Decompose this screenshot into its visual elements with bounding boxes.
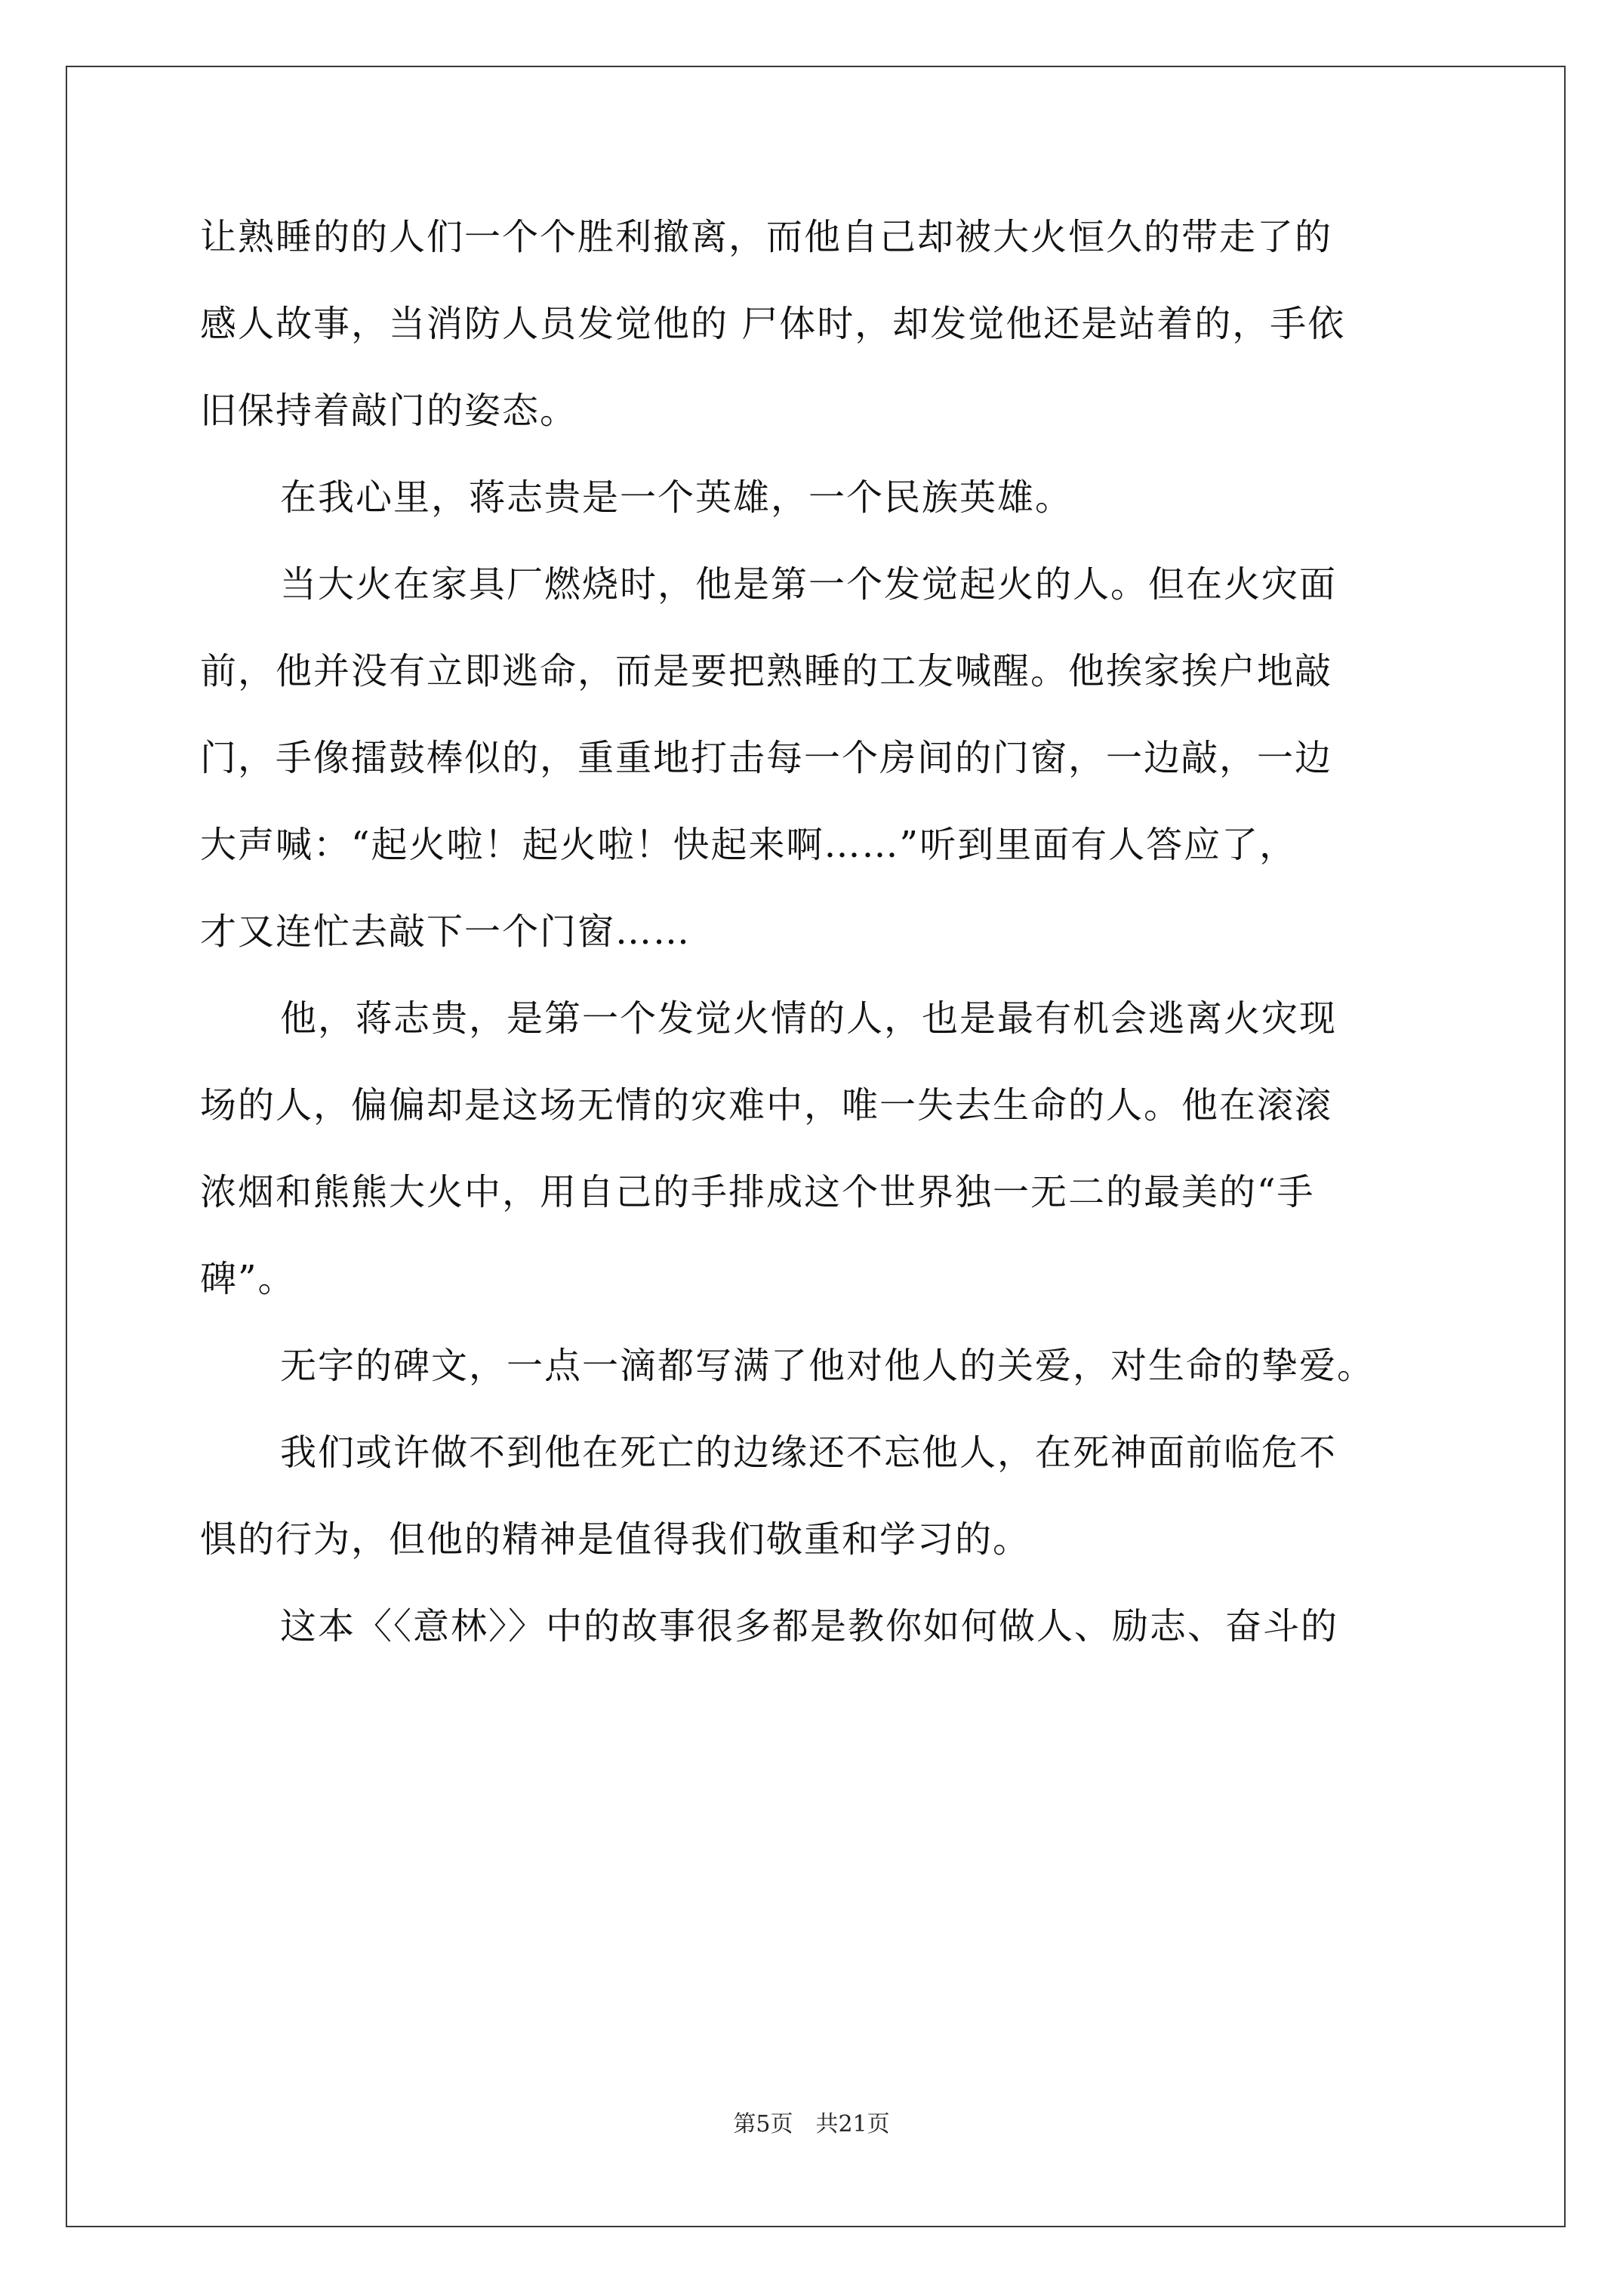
text-line: 场的人，偏偏却是这场无情的灾难中，唯一失去生命的人。他在滚滚 xyxy=(200,1084,1333,1126)
text-line: 他，蒋志贵，是第一个发觉火情的人，也是最有机会逃离火灾现 xyxy=(280,997,1338,1040)
text-line: 在我心里，蒋志贵是一个英雄，一个民族英雄。 xyxy=(280,476,1073,519)
document-body xyxy=(200,216,1446,1695)
text-line: 感人故事，当消防人员发觉他的 尸体时，却发觉他还是站着的，手依 xyxy=(200,303,1346,345)
text-line: 这本〈〈意林〉〉中的故事很多都是教你如何做人、励志、奋斗的 xyxy=(280,1605,1339,1647)
text-line: 让熟睡的的人们一个个胜利撤离，而他自己却被大火恒久的带走了的 xyxy=(200,216,1333,258)
text-line: 无字的碑文，一点一滴都写满了他对他人的关爱，对生命的挚爱。 xyxy=(280,1345,1375,1387)
text-line: 大声喊：“起火啦！起火啦！快起来啊……”听到里面有人答应了， xyxy=(200,824,1298,866)
text-line: 门，手像擂鼓棒似的，重重地打击每一个房间的门窗，一边敲，一边 xyxy=(200,737,1333,779)
text-line: 当大火在家具厂燃烧时，他是第一个发觉起火的人。但在火灾面 xyxy=(280,563,1338,606)
text-line: 我们或许做不到他在死亡的边缘还不忘他人，在死神面前临危不 xyxy=(280,1432,1338,1474)
text-line: 前，他并没有立即逃命，而是要把熟睡的工友喊醒。他挨家挨户地敲 xyxy=(200,650,1333,692)
text-line: 碑”。 xyxy=(200,1258,296,1300)
text-line: 惧的行为，但他的精神是值得我们敬重和学习的。 xyxy=(200,1518,1031,1561)
text-line: 才又连忙去敲下一个门窗…… xyxy=(200,911,691,953)
text-line: 浓烟和熊熊大火中，用自己的手排成这个世界独一无二的最美的“手 xyxy=(200,1171,1315,1213)
page-number-footer: 第5页 共21页 xyxy=(733,2111,890,2137)
text-line: 旧保持着敲门的姿态。 xyxy=(200,390,578,432)
